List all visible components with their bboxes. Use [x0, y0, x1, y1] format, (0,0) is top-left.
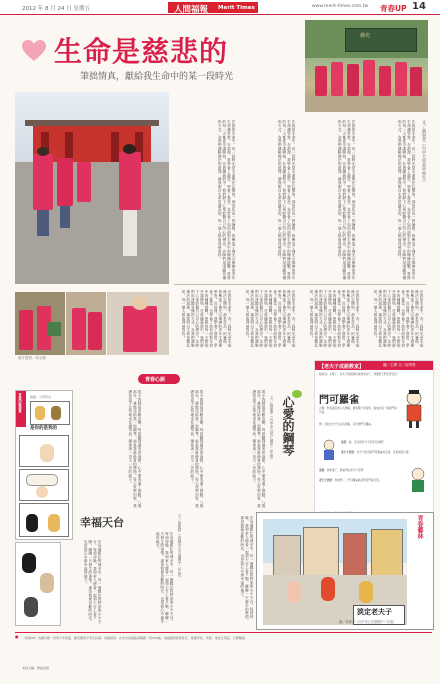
- article-body-col-7: 在我的生命中，有一段時光是永遠無法忘懷的。那是在高一的暑假，我參加了佛光山舉辦的青年生命禪學營。在那裡，我學會了感恩，學會了慈悲，也學會了如何面對生命中的種種挑戰。營隊的每一天都從早課開始，在晨鐘暮鼓中，我們靜下心來聆聽自己內心的聲音。法師們用淺顯易懂的方式，為我們講解佛法的道理，讓我明白生命是慈悲的，每一個人都值得被善待。: [246, 290, 296, 347]
- section-name: 青春UP: [380, 3, 407, 13]
- column-body-col-2: 從小我就很喜歡音樂，每當聽到優美的旋律，心中便充滿了感動。八歲那年，爸媽送給我一架鋼琴，那是我最珍貴的禮物。每天放學回家，我總是迫不及待地坐在鋼琴前，彈奏著一首又一首的曲子。: [190, 390, 204, 508]
- idiom-q4: 老夫子評語：你說對了，門可羅雀就是形容門庭冷落。: [319, 479, 382, 482]
- idiom-lead: 哈哈哈！太棒了，老夫子的錢終於被我拿到了，我要把它們全部花光！: [319, 373, 400, 376]
- artwork-badge: 青春藝林: [416, 515, 423, 539]
- idiom-word: 門可羅雀: [319, 395, 359, 406]
- brand-name-en: Merit Times: [218, 4, 255, 11]
- comic-panel-4: [19, 503, 69, 537]
- page-number: 14: [412, 1, 426, 12]
- column-title: 心愛的鋼琴: [281, 396, 295, 456]
- article-body-col-6: 在我的生命中，有一段時光是永遠無法忘懷的。那是在高一的暑假，我參加了佛光山舉辦的青年生命禪學營。在那裡，我學會了感恩，學會了慈悲，也學會了如何面對生命中的種種挑戰。營隊的每一天都從早課開始，在晨鐘暮鼓中，我們靜下心來聆聽自己內心的聲音。法師們用淺顯易懂的方式，為我們講解佛法的道理，讓我明白生命是慈悲的，每一個人都值得被善待。: [310, 290, 360, 347]
- artwork-title: 淡定老夫子: [357, 608, 392, 616]
- idiom-sidebar: [314, 360, 434, 522]
- article-body-col-5: 在我的生命中，有一段時光是永遠無法忘懷的。那是在高一的暑假，我參加了佛光山舉辦的青年生命禪學營。在那裡，我學會了感恩，學會了慈悲，也學會了如何面對生命中的種種挑戰。營隊的每一天都從早課開始，在晨鐘暮鼓中，我們靜下心來聆聽自己內心的聲音。法師們用淺顯易懂的方式，為我們講解佛法的道理，讓我明白生命是慈悲的，每一個人都值得被善待。: [374, 290, 424, 347]
- idiom-sidebar-credits: 圖／王澤 文／邱秀堂: [383, 363, 416, 367]
- story-title: 幸福天台: [80, 516, 124, 529]
- comic-character-1: [321, 439, 337, 463]
- site-url[interactable]: www.merit-times.com.tw: [312, 4, 369, 9]
- comic-author: 繪圖／天邦阿杰: [30, 395, 52, 399]
- comic-badge: 青春四格漫畫: [16, 391, 26, 427]
- header-bar: [0, 0, 440, 15]
- comic-strip: [15, 390, 73, 540]
- column-badge: 青春心語: [138, 374, 180, 384]
- idiom-q1: 秦叔：唉，可以用老夫子家很冷清嗎？: [341, 441, 386, 444]
- comic-panel-1: [30, 401, 70, 425]
- photo-students-2: [66, 292, 106, 355]
- photo-group-outdoor: 佛光: [305, 20, 428, 112]
- article-subtitle: 筆拙情真，獻給我生命中的某一段時光: [80, 72, 234, 82]
- column-author: 文／張晏寧（台中市立居仁國中二年級）: [270, 396, 274, 461]
- article-body-col-3: 在我的生命中，有一段時光是永遠無法忘懷的。那是在高一的暑假，我參加了佛光山舉辦的青年生命禪學營。在那裡，我學會了感恩，學會了慈悲，也學會了如何面對生命中的種種挑戰。營隊的每一天都從早課開始，在晨鐘暮鼓中，我們靜下心來聆聽自己內心的聲音。法師們用淺顯易懂的方式，為我們講解佛法的道理，讓我明白生命是慈悲的，每一個人都值得被善待。: [278, 120, 296, 280]
- artwork-frame: [256, 512, 434, 630]
- comic-title: 是你的是我的: [30, 426, 57, 431]
- article-body-col-2: 在我的生命中，有一段時光是永遠無法忘懷的。那是在高一的暑假，我參加了佛光山舉辦的青年生命禪學營。在那裡，我學會了感恩，學會了慈悲，也學會了如何面對生命中的種種挑戰。營隊的每一天都從早課開始，在晨鐘暮鼓中，我們靜下心來聆聽自己內心的聲音。法師們用淺顯易懂的方式，為我們講解佛法的道理，讓我明白生命是慈悲的，每一個人都值得被善待。: [338, 120, 356, 280]
- photo-students-1: [15, 292, 65, 355]
- idiom-sidebar-header: [315, 361, 433, 370]
- photo-temple: [15, 92, 169, 284]
- idiom-example: 例：自從老夫子生意失敗後，家中便門可羅雀。: [319, 423, 374, 426]
- story-body-col-1: 在這個繁忙的城市中，有一個屬於我們家的小小天台。每到傍晚，我和家人總會一起到天台上看夕陽，聊聊一天發生的事情。那是我最喜歡的時光，也是我心中最幸福的地方。: [240, 516, 254, 623]
- column-body-col-3: 從小我就很喜歡音樂，每當聽到優美的旋律，心中便充滿了感動。八歲那年，爸媽送給我一架鋼琴，那是我最珍貴的禮物。每天放學回家，我總是迫不及待地坐在鋼琴前，彈奏著一首又一首的曲子。: [128, 390, 142, 508]
- article-body-col-8: 在我的生命中，有一段時光是永遠無法忘懷的。那是在高一的暑假，我參加了佛光山舉辦的青年生命禪學營。在那裡，我學會了感恩，學會了慈悲，也學會了如何面對生命中的種種挑戰。營隊的每一天都從早課開始，在晨鐘暮鼓中，我們靜下心來聆聽自己內心的聲音。法師們用淺顯易懂的方式，為我們講解佛法的道理，讓我明白生命是慈悲的，每一個人都值得被善待。: [182, 290, 232, 347]
- story-body-col-3: 在這個繁忙的城市中，有一個屬於我們家的小小天台。每到傍晚，我和家人總會一起到天台上看夕陽，聊聊一天發生的事情。那是我最喜歡的時光，也是我心中最幸福的地方。: [84, 540, 102, 624]
- idiom-q2: 老夫子評語：老夫子說這是門可羅雀的意思，意思就是冷清。: [341, 451, 412, 454]
- idiom-sidebar-title: 【老夫子成語教室】: [319, 363, 365, 370]
- brand-name: 人間福報: [174, 4, 209, 15]
- issue-date: 2012 年 8 月 24 日 星期五: [22, 6, 90, 12]
- idiom-definition: 正解：形容做官的人失勢後，賓客稀少的景象，後來泛指一般的門庭冷落。: [319, 407, 397, 414]
- footer-label: ●: [15, 634, 19, 639]
- comic-panel-2: [19, 435, 69, 467]
- article-title: 生命是慈悲的: [54, 35, 229, 68]
- footer-notice: 《青春UP》為國內唯一的青少年版面，歡迎國高中學生投稿。來稿請寄：台北市信義區基隆路一段200號。來稿請附真實姓名、就讀學校、年級、地址及電話，以便聯絡。: [22, 636, 248, 640]
- comic-panel-3: [19, 469, 69, 501]
- article-body-col-1: 在我的生命中，有一段時光是永遠無法忘懷的。那是在高一的暑假，我參加了佛光山舉辦的青年生命禪學營。在那裡，我學會了感恩，學會了慈悲，也學會了如何面對生命中的種種挑戰。營隊的每一天都從早課開始，在晨鐘暮鼓中，我們靜下心來聆聽自己內心的聲音。法師們用淺顯易懂的方式，為我們講解佛法的道理，讓我明白生命是慈悲的，每一個人都值得被善待。: [398, 120, 416, 280]
- article-author: 文／黃羽萱（台中大里高中學生）: [421, 120, 426, 185]
- masthead: [168, 2, 258, 13]
- artwork-caption: 圖／黃煒彥（台中市立光德國中二年級）: [339, 620, 397, 624]
- photo-students-3: [107, 292, 169, 355]
- heart-icon: [22, 40, 46, 62]
- idiom-q3: 秦叔：我知道了，那就用在老夫子家吧！: [319, 469, 366, 472]
- column-body-col-1: 從小我就很喜歡音樂，每當聽到優美的旋律，心中便充滿了感動。八歲那年，爸媽送給我一架鋼琴，那是我最珍貴的禮物。每天放學回家，我總是迫不及待地坐在鋼琴前，彈奏著一首又一首的曲子。: [252, 390, 266, 508]
- story-illustration: [15, 542, 61, 626]
- article-body-col-4: 在我的生命中，有一段時光是永遠無法忘懷的。那是在高一的暑假，我參加了佛光山舉辦的青年生命禪學營。在那裡，我學會了感恩，學會了慈悲，也學會了如何面對生命中的種種挑戰。營隊的每一天都從早課開始，在晨鐘暮鼓中，我們靜下心來聆聽自己內心的聲音。法師們用淺顯易懂的方式，為我們講解佛法的道理，讓我明白生命是慈悲的，每一個人都值得被善待。: [218, 120, 236, 280]
- story-body-col-2: 在這個繁忙的城市中，有一個屬於我們家的小小天台。每到傍晚，我和家人總會一起到天台上看夕陽，聊聊一天發生的事情。那是我最喜歡的時光，也是我心中最幸福的地方。: [156, 532, 174, 624]
- comic-character-2: [409, 467, 427, 493]
- photo-caption: 照片提供／黃羽萱: [18, 356, 46, 360]
- story-author: 文／張凱婷（高雄市立五福國中二年級）: [178, 514, 182, 579]
- footer-editor: 本版主編：覺涵法師: [22, 666, 50, 670]
